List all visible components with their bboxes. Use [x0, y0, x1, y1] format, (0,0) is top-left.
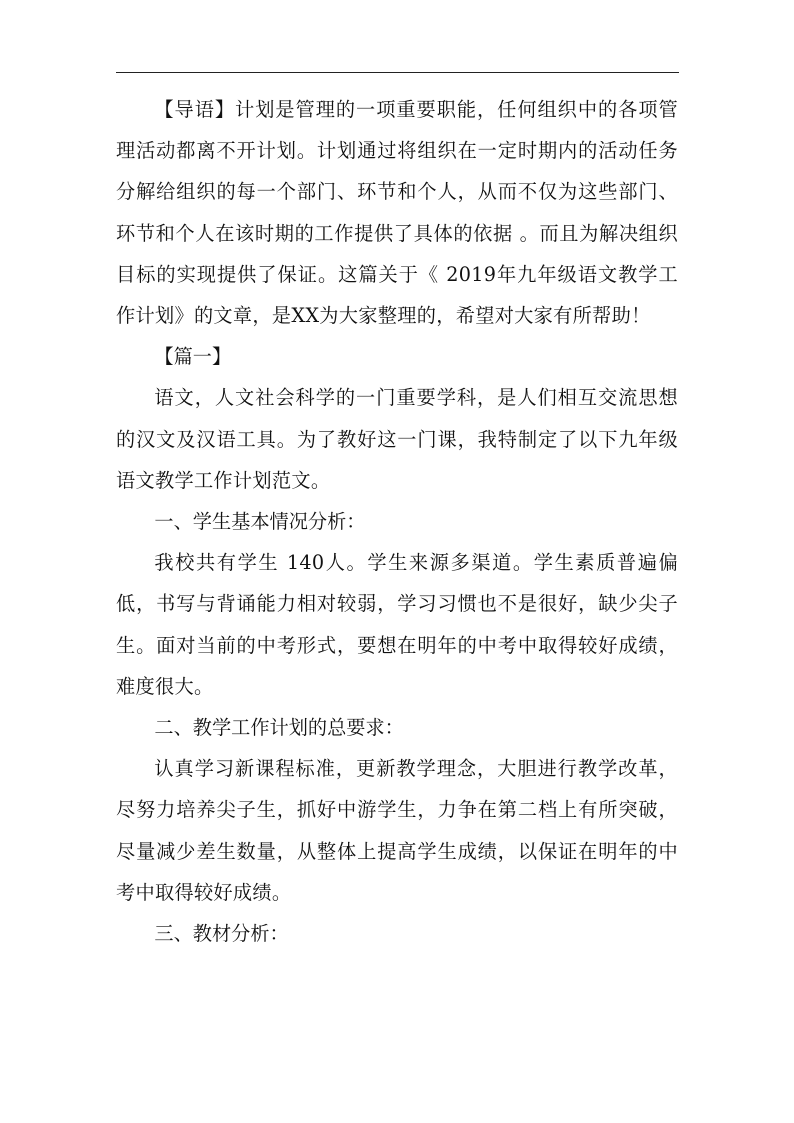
heading-general-requirements: 二、教学工作计划的总要求： [154, 716, 404, 740]
paragraph-subject-overview: 语文，人文社会科学的一门重要学科，是人们相互交流思想的汉文及汉语工具。为了教好这一门课，我特制定了以下九年级语文教学工作计划范文。 [116, 386, 678, 492]
paragraph-general-requirements: 认真学习新课程标准，更新教学理念，大胆进行教学改革，尽努力培养尖子生，抓好中游学生，力争在第二档上有所突破，尽量减少差生数量，从整体上提高学生成绩，以保证在明年的中考中取得较好成绩。 [116, 757, 678, 904]
section-heading-part-one: 【篇一】 [154, 345, 232, 369]
document-body [116, 89, 678, 954]
paragraph-student-analysis: 我校共有学生 140人。学生来源多渠道。学生素质普遍偏低，书写与背诵能力相对较弱，学习习惯也不是很好，缺少尖子生。面对当前的中考形式，要想在明年的中考中取得较好成绩，难度很大。 [116, 551, 678, 698]
heading-textbook-analysis: 三、教材分析： [154, 922, 289, 946]
header-rule [116, 72, 679, 73]
intro-paragraph: 【导语】计划是管理的一项重要职能，任何组织中的各项管理活动都离不开计划。计划通过将组织在一定时期内的活动任务分解给组织的每一个部门、环节和个人，从而不仅为这些部门、环节和个人在该时期的工作提供了具体的依据 。而且为解决组织目标的实现提供了保证。这篇关于《 2019年九年级语文教学工作计划》的文章，是XX为大家整理的，希望对大家有所帮助！ [116, 98, 678, 328]
heading-student-analysis: 一、学生基本情况分析： [154, 510, 366, 534]
